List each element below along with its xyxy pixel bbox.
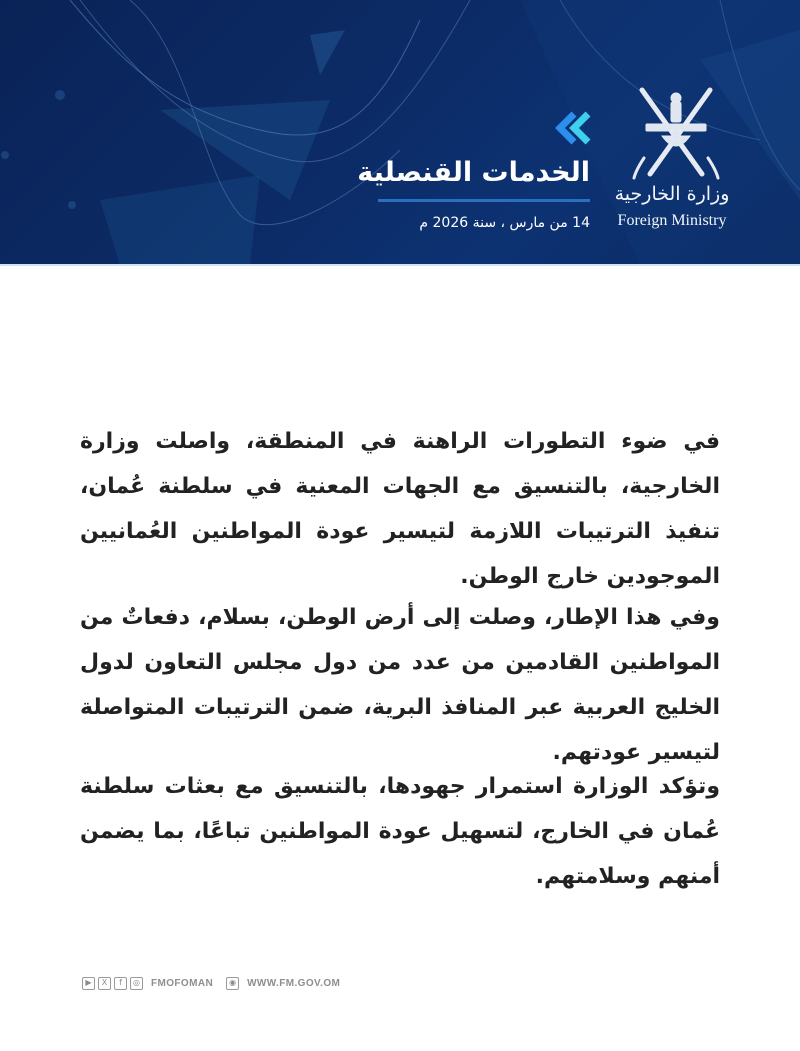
header-banner xyxy=(0,0,800,265)
publish-date: 14 من مارس ، سنة 2026 م xyxy=(419,215,590,231)
youtube-icon[interactable]: ▶ xyxy=(82,977,95,990)
instagram-icon[interactable]: ◎ xyxy=(130,977,143,990)
paragraph-2: وفي هذا الإطار، وصلت إلى أرض الوطن، بسلام، دفعاتٌ من المواطنين القادمين من عدد من دول مجلس التعاون لدول الخليج العربية عبر المنافذ البرية، ضمن الترتيبات المتواصلة لتيسير عودتهم. xyxy=(80,605,720,765)
paragraph-1: في ضوء التطورات الراهنة في المنطقة، واصلت وزارة الخارجية، بالتنسيق مع الجهات المعنية في سلطنة عُمان، تنفيذ الترتيبات اللازمة لتيسير عودة المواطنين العُمانيين الموجودين خارج الوطن. xyxy=(80,429,720,589)
footer xyxy=(82,975,340,991)
facebook-icon[interactable]: f xyxy=(114,977,127,990)
brand-name-arabic: وزارة الخارجية xyxy=(614,183,730,205)
title-divider xyxy=(378,199,590,202)
section-title: الخدمات القنصلية xyxy=(357,157,590,188)
header-divider xyxy=(0,264,800,266)
globe-icon: ◉ xyxy=(226,977,239,990)
double-chevron-left-icon xyxy=(552,110,592,146)
brand-name-english: Foreign Ministry xyxy=(617,212,727,229)
paragraph-3: وتؤكد الوزارة استمرار جهودها، بالتنسيق مع بعثات سلطنة عُمان في الخارج، لتسهيل عودة المواطنين تباعًا، بما يضمن أمنهم وسلامتهم. xyxy=(80,774,720,889)
oman-khanjar-emblem-icon xyxy=(632,86,720,180)
website-link[interactable]: WWW.FM.GOV.OM xyxy=(247,977,341,989)
x-icon[interactable]: X xyxy=(98,977,111,990)
social-handle[interactable]: FMOFOMAN xyxy=(151,977,214,989)
